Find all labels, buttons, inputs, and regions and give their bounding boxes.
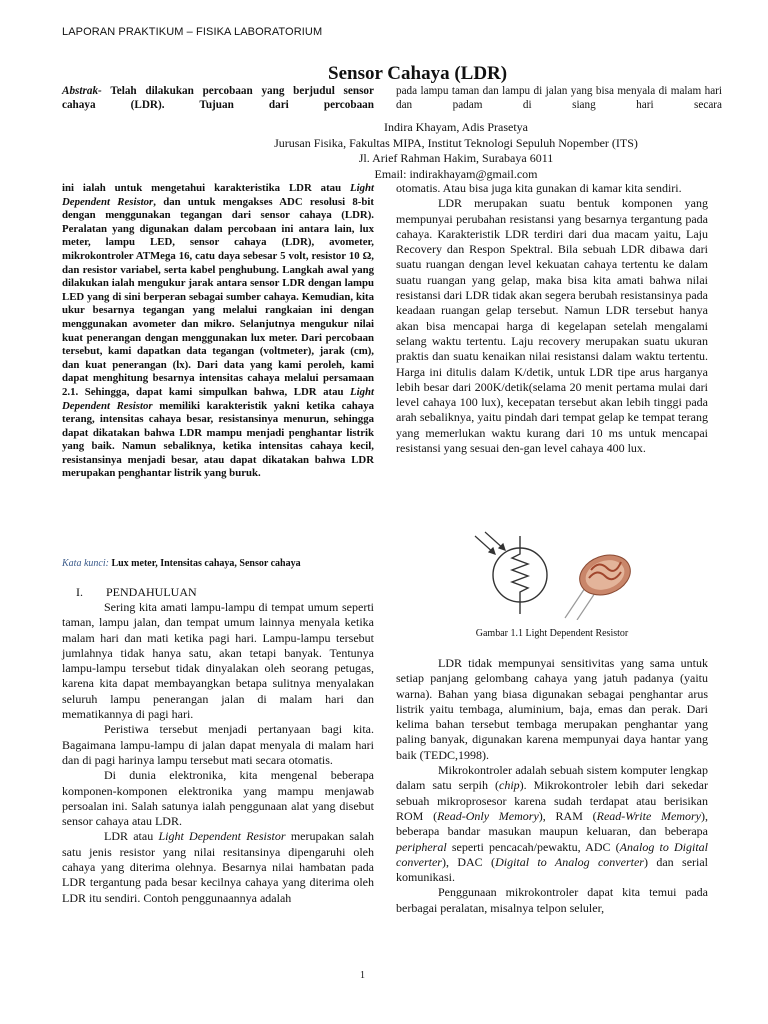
abstract-term: Light Dependent Resistor <box>62 182 374 208</box>
light-arrows-icon <box>475 532 505 554</box>
author-names: Indira Khayam, Adis Prasetya <box>384 120 528 134</box>
abstract-body-a: ini ialah untuk mengetahui karakteristika LDR atau <box>62 182 342 194</box>
right-column-body <box>396 181 708 456</box>
running-header: LAPORAN PRAKTIKUM – FISIKA LABORATORIUM <box>62 26 323 38</box>
paper-title: Sensor Cahaya (LDR) <box>328 63 508 84</box>
text-run: LDR atau <box>104 829 154 844</box>
author-department: Jurusan Fisika, Fakultas MIPA, Institut Teknologi Sepuluh Nopember (ITS) <box>274 135 638 150</box>
paragraph: Sering kita amati lampu-lampu di tempat umum seperti taman, lampu jalan, dan tempat umum lainnya menyala ketika malam hari dan mati ketika pagi hari. Lampu-lampu tersebut jumlahnya tidak hanya satu, akan tetapi banyak. Tentunya lampu-lampu tersebut tidak dinyalakan oleh seorang petugas, karena kita dapat membayangkan betapa sulitnya menyalakan seluruh lampu penerangan jalan di malam hari dan mematikannya di pagi hari. <box>62 600 374 722</box>
figure-caption: Gambar 1.1 Light Dependent Resistor <box>475 628 629 639</box>
section-title: PENDAHULUAN <box>106 585 197 599</box>
text-run: ), beberapa bandar masukan maupun keluaran, dan beberapa <box>396 808 709 839</box>
paragraph: LDR merupakan suatu bentuk komponen yang mempunyai perubahan resistansi yang besarnya tergantung pada cahaya. Karakteristik LDR terdiri dari dua macam yaitu, Laju Recovery dan Respon Spektral. Bila sebuah LDR dibawa dari suatu ruangan dengan level kekuatan cahaya tertentu ke dalam suatu ruangan yang gelap, maka bisa kita amati bahwa nilai resistansi dari LDR tidak akan segera berubah resistansinya pada keadaan ruangan gelap tersebut. Namun LDR tersebut hanya akan bisa mencapai harga di kegelapan setelah mengalami selang waktu tertentu. Laju recovery merupakan suatu ukuran praktis dan suatu kenaikan nilai resistansi dalam waktu tertentu. Harga ini ditulis dalam K/detik, untuk LDR tipe arus harganya lebih besar dari 200K/detik(selama 20 menit pertama mulai dari level cahaya 100 lux), kecepatan tersebut akan lebih tinggi pada arah sebaliknya, yaitu pindah dari tempat gelap ke tempat terang yang memerlukan waktu kurang dari 10 ms untuk mencapai resistansi yang sesuai den-gan level cahaya 400 lux. <box>396 196 708 456</box>
italic-term: Read-Only Memory <box>437 808 539 823</box>
text-run: merupakan salah satu jenis resistor yang nilai resitansinya dipengaruhi oleh cahaya yang diterima olehnya. Besarnya nilai hambatan pada LDR tergantung pada besar kecilnya cahaya yang diterima oleh LDR itu sendiri. Contoh penggunaannya adalah <box>62 829 375 905</box>
italic-term: peripheral <box>396 839 447 854</box>
keywords-text: Lux meter, Intensitas cahaya, Sensor cahaya <box>111 558 301 569</box>
abstract-body-b: , dan untuk mengakses ADC resolusi 8-bit dengan menggunakan tegangan dari sensor cahaya (LDR). Peralatan yang digunakan dalam percobaan ini antara lain, lux meter, lampu LED, sensor cahaya (LDR), avometer, mikrokontroler ATMega 16, catu daya sebesar 5 volt, resistor 10 Ω, dan resistor variabel, serta kabel penghubung. Langkah awal yang dilakukan ialah mengukur jarak antara sensor LDR dengan lampu LED yang di sini berperan sebagai sumber cahaya. Kemudian, kita ukur besarnya tegangan yang melalui rangkaian ini dengan menggunakan avometer dan mikro. Selanjutnya mengukur nilai kuat penerangan dengan menggunakan lux meter. Dari percobaan tersebut, kami dapatkan data tegangan (voltmeter), jarak (cm), dan kuat penerangan (lx). Dari data yang kami peroleh, kami dapat menghitung besarnya intensitas cahaya melalui persamaan 2.1. Sehingga, dapat kami simpulkan bahwa, LDR atau <box>62 195 374 398</box>
italic-term: Light Dependent Resistor <box>158 829 286 844</box>
text-run: ). Mikrokontroler lebih dari sekedar sebuah mikroprosesor karena sudah terdapat atau berisikan ROM ( <box>396 778 708 823</box>
ldr-component-icon <box>565 548 636 620</box>
paragraph: LDR tidak mempunyai sensitivitas yang sama untuk setiap panjang gelombang cahaya yang jatuh padanya (yaitu warna). Bahan yang biasa digunakan sebagai penghantar arus listrik yaitu tembaga, aluminium, baja, emas dan perak. Dari kelima bahan tersebut tembaga merupakan penghantar yang paling banyak, digunakan karena mempunyai daya hantar yang baik (TEDC,1998). <box>396 656 708 762</box>
paragraph: Peristiwa tersebut menjadi pertanyaan bagi kita. Bagaimana lampu-lampu di jalan dapat menyala di malam hari dan di pagi harinya lampu tersebut mati secara otomatis. <box>62 722 374 767</box>
abstract-body <box>62 182 374 481</box>
page-number: 1 <box>360 970 365 981</box>
paragraph: otomatis. Atau bisa juga kita gunakan di kamar kita sendiri. <box>396 181 682 195</box>
text-run: ) dan serial komunikasi. <box>396 854 709 885</box>
ldr-figure <box>465 530 675 620</box>
section-heading <box>76 585 197 600</box>
keywords <box>62 558 301 569</box>
author-email: Email: indirakhayam@gmail.com <box>374 166 538 181</box>
paragraph <box>396 763 708 885</box>
italic-term: Digital to Analog converter <box>495 854 644 869</box>
text-run: ), RAM ( <box>538 808 597 823</box>
author-address: Jl. Arief Rahman Hakim, Surabaya 6011 <box>358 151 554 165</box>
right-top-text: pada lampu taman dan lampu di jalan yang bisa menyala di malam hari dan padam di siang hari secara <box>396 85 722 111</box>
right-column-lower <box>396 656 708 916</box>
italic-term: Read-Write Memory <box>596 808 702 823</box>
paragraph <box>62 829 374 905</box>
italic-term: chip <box>499 778 520 793</box>
abstract-top <box>62 84 374 112</box>
keywords-label: Kata kunci: <box>62 558 109 569</box>
text-run: seperti pencacah/pewaktu, ADC ( <box>451 839 620 854</box>
text-run: ), DAC ( <box>441 854 496 869</box>
abstract-body-c: memiliki karakteristik yakni ketika cahaya terang, intensitas cahaya besar, resistansinya menurun, sehingga dapat dikatakan bahwa LDR mampu menjadi penghantar listrik yang baik. Namun sebaliknya, ketika intensitas cahaya kecil, resistansinya menjadi besar, atau dapat dikatakan bahwa LDR merupakan penghantar listrik yang buruk. <box>62 399 374 480</box>
left-column-body <box>62 600 374 906</box>
paragraph: Di dunia elektronika, kita mengenal beberapa komponen-komponen elektronika yang mampu menjawab persoalan ini. Salah satunya ialah penggunaan alat yang disebut sensor cahaya atau LDR. <box>62 768 374 829</box>
abstract-label: Abstrak- <box>62 85 102 97</box>
author-block <box>246 120 666 182</box>
section-number: I. <box>76 585 83 599</box>
paragraph: Penggunaan mikrokontroler dapat kita temui pada berbagai peralatan, misalnya telpon seluler, <box>396 885 708 915</box>
italic-term: Analog to Digital converter <box>396 839 709 869</box>
abstract-top-text: Telah dilakukan percobaan yang berjudul sensor cahaya (LDR). Tujuan dari percobaan <box>62 85 374 111</box>
text-run: Mikrokontroler adalah sebuah sistem komputer lengkap dalam satu serpih ( <box>396 763 708 793</box>
abstract-term-2: Light Dependent Resistor <box>62 385 374 412</box>
